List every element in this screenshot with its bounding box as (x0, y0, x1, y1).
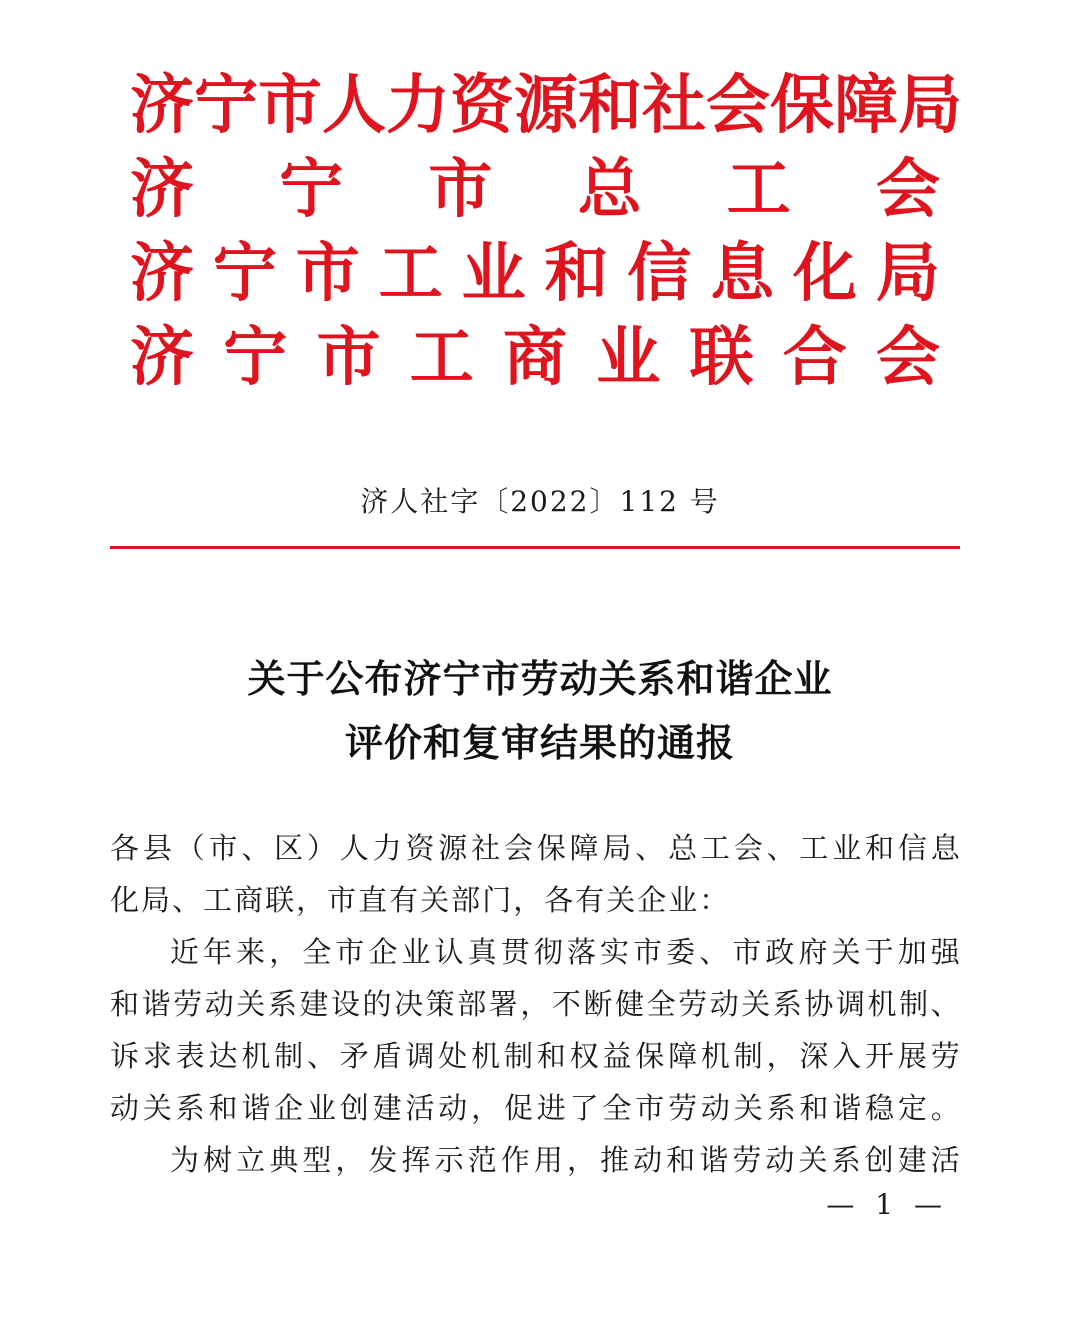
body-character: 动 (633, 1143, 663, 1177)
org-character: 宁 (212, 236, 277, 311)
body-character: 彻 (533, 935, 563, 969)
body-character: 型 (302, 1143, 332, 1177)
body-character: 立 (236, 1143, 266, 1177)
body-character: 于 (864, 935, 894, 969)
document-title-line-1: 关于公布济宁市劳动关系和谐企业 (247, 657, 833, 701)
body-character: 、 (699, 935, 729, 969)
body-character: 关 (741, 987, 771, 1021)
body-character: 、 (766, 831, 796, 865)
body-character: ， (269, 935, 299, 969)
document-number: 济人社字〔2022〕112 号 (360, 485, 720, 518)
body-character: 活 (405, 1091, 435, 1125)
body-character: 息 (930, 831, 960, 865)
org-character: 化 (793, 236, 857, 311)
body-character: 府 (798, 935, 828, 969)
body-character: 源 (438, 831, 468, 865)
body-character: 关 (606, 883, 638, 917)
body-character: 策 (425, 987, 455, 1021)
body-character: 动 (438, 1091, 468, 1125)
body-character: 诉 (110, 1039, 140, 1073)
org-character: 工 (378, 236, 443, 311)
org-character: 总 (577, 152, 642, 227)
body-character: 贯 (500, 935, 530, 969)
body-character: 、 (172, 883, 204, 917)
issuing-organizations (130, 64, 962, 400)
body-character: 业 (832, 831, 862, 865)
body-character: 开 (865, 1039, 895, 1073)
body-character: 关 (236, 987, 266, 1021)
page-number: — 1 — (826, 1188, 948, 1221)
org-character: 市 (428, 152, 493, 227)
body-character: 求 (142, 1039, 172, 1073)
body-character: 活 (930, 1143, 960, 1177)
body-character: 创 (339, 1091, 369, 1125)
org-line-industry (130, 232, 940, 316)
body-character: 障 (569, 831, 599, 865)
body-character: 工 (203, 883, 235, 917)
org-character: 人 (322, 68, 386, 143)
body-character: ， (335, 1143, 365, 1177)
document-title-line-2: 评价和复审结果的通报 (344, 721, 735, 765)
body-character: 和 (865, 831, 895, 865)
body-character: 劳 (668, 1091, 698, 1125)
body-character: 调 (405, 1039, 435, 1073)
org-character: 市 (316, 320, 381, 395)
body-line (110, 926, 960, 978)
body-character: 劳 (173, 987, 203, 1021)
body-character: 推 (600, 1143, 630, 1177)
body-character: 近 (170, 935, 200, 969)
body-character: 调 (835, 987, 865, 1021)
body-character: 机 (471, 1039, 501, 1073)
body-character: 市 (732, 935, 762, 969)
body-character: 典 (269, 1143, 299, 1177)
org-character: 会 (875, 152, 940, 227)
body-character: ， (513, 883, 545, 917)
body-character: 入 (832, 1039, 862, 1073)
org-character: 信 (627, 236, 692, 311)
body-character: 工 (700, 831, 730, 865)
body-character: 、 (930, 987, 960, 1021)
body-character: 商 (234, 883, 266, 917)
body-character: 处 (438, 1039, 468, 1073)
body-character: 业 (668, 883, 700, 917)
body-character: 促 (503, 1091, 533, 1125)
body-character: 、 (635, 831, 665, 865)
body-character: 。 (930, 1091, 960, 1125)
org-character: 资 (450, 68, 514, 143)
org-character: 联 (689, 320, 754, 395)
body-character: 决 (394, 987, 424, 1021)
org-character: 宁 (279, 152, 344, 227)
body-character: 局 (602, 831, 632, 865)
body-character: 协 (804, 987, 834, 1021)
body-character: 联 (265, 883, 297, 917)
body-character: 谐 (241, 1091, 271, 1125)
body-character: 全 (302, 935, 332, 969)
body-character: 会 (733, 831, 763, 865)
body-character: 谐 (141, 987, 171, 1021)
body-character: 全 (646, 987, 676, 1021)
body-character: ： (699, 883, 731, 917)
body-character: 企 (637, 883, 669, 917)
body-character: 市 (633, 935, 663, 969)
body-character: 保 (536, 831, 566, 865)
body-character: 系 (831, 1143, 861, 1177)
body-character: 社 (471, 831, 501, 865)
body-character: ， (296, 883, 328, 917)
body-character: 盾 (372, 1039, 402, 1073)
body-character: 和 (208, 1091, 238, 1125)
body-character: 企 (368, 935, 398, 969)
body-character: （ (175, 831, 205, 865)
body-character: 和 (536, 1039, 566, 1073)
body-character: 系 (772, 987, 802, 1021)
body-character: 了 (569, 1091, 599, 1125)
body-character: 市 (635, 1091, 665, 1125)
body-character: ， (520, 987, 550, 1021)
body-character: 关 (420, 883, 452, 917)
body-character: 示 (434, 1143, 464, 1177)
body-line (110, 822, 960, 874)
body-character: 用 (533, 1143, 563, 1177)
body-character: 系 (766, 1091, 796, 1125)
body-character: 权 (569, 1039, 599, 1073)
body-character: 保 (635, 1039, 665, 1073)
body-character: 制 (899, 987, 929, 1021)
body-character: 认 (434, 935, 464, 969)
body-character: 关 (798, 1143, 828, 1177)
org-character: 力 (386, 68, 450, 143)
org-line-union (130, 148, 940, 232)
body-character: 障 (668, 1039, 698, 1073)
org-character: 济 (130, 236, 194, 311)
body-character: 市 (327, 883, 359, 917)
body-character: 益 (602, 1039, 632, 1073)
org-character: 息 (710, 236, 775, 311)
body-character: 局 (141, 883, 173, 917)
org-character: 宁 (194, 68, 258, 143)
body-line (110, 874, 960, 926)
body-character: 劳 (732, 1143, 762, 1177)
body-character: 机 (700, 1039, 730, 1073)
body-character: 稳 (865, 1091, 895, 1125)
body-character: 断 (583, 987, 613, 1021)
body-character: 系 (267, 987, 297, 1021)
org-character: 会 (706, 68, 770, 143)
body-line (110, 1030, 960, 1082)
body-character: 系 (175, 1091, 205, 1125)
body-character: ， (766, 1039, 796, 1073)
org-character: 济 (130, 152, 194, 227)
body-character: 机 (867, 987, 897, 1021)
body-character: 定 (897, 1091, 927, 1125)
org-character: 宁 (223, 320, 288, 395)
org-character: 市 (258, 68, 322, 143)
body-character: 区 (274, 831, 304, 865)
body-character: 表 (175, 1039, 205, 1073)
body-character: 和 (666, 1143, 696, 1177)
body-character: 作 (500, 1143, 530, 1177)
org-character: 源 (514, 68, 578, 143)
body-character: 的 (362, 987, 392, 1021)
body-character: 动 (765, 1143, 795, 1177)
org-character: 工 (726, 152, 791, 227)
body-character: 、 (306, 1039, 336, 1073)
body-character: 和 (110, 987, 140, 1021)
body-character: 全 (602, 1091, 632, 1125)
body-character: 人 (339, 831, 369, 865)
body-character: 企 (274, 1091, 304, 1125)
body-character: 各 (110, 831, 140, 865)
body-character: 加 (897, 935, 927, 969)
body-line (110, 1082, 960, 1134)
body-character: 有 (575, 883, 607, 917)
org-character: 保 (770, 68, 834, 143)
body-character: 关 (831, 935, 861, 969)
body-character: 劳 (930, 1039, 960, 1073)
body-character: 范 (467, 1143, 497, 1177)
body-character: 动 (700, 1091, 730, 1125)
body-character: 部 (451, 883, 483, 917)
org-character: 会 (876, 320, 940, 395)
body-character: 建 (897, 1143, 927, 1177)
body-character: 动 (204, 987, 234, 1021)
body-character: 政 (765, 935, 795, 969)
body-character: 县 (142, 831, 172, 865)
body-character: 建 (372, 1091, 402, 1125)
body-character: 动 (110, 1091, 140, 1125)
body-character: 达 (208, 1039, 238, 1073)
org-character: 济 (130, 68, 194, 143)
body-character: 和 (799, 1091, 829, 1125)
body-character: 力 (372, 831, 402, 865)
body-character: 各 (544, 883, 576, 917)
body-character: 真 (467, 935, 497, 969)
body-character: 委 (666, 935, 696, 969)
body-character: 署 (488, 987, 518, 1021)
body-character: 直 (358, 883, 390, 917)
body-character: 信 (897, 831, 927, 865)
body-character: 实 (600, 935, 630, 969)
body-character: 来 (236, 935, 266, 969)
document-body (110, 822, 960, 1186)
org-character: 和 (544, 236, 609, 311)
body-character: 业 (401, 935, 431, 969)
org-character: 业 (461, 236, 526, 311)
org-character: 工 (409, 320, 474, 395)
body-character: 制 (503, 1039, 533, 1073)
body-character: 总 (668, 831, 698, 865)
body-character: ， (471, 1091, 501, 1125)
body-character: 关 (733, 1091, 763, 1125)
body-character: 发 (368, 1143, 398, 1177)
org-character: 济 (130, 320, 194, 395)
body-character: 树 (203, 1143, 233, 1177)
body-character: 为 (170, 1143, 200, 1177)
body-character: 健 (615, 987, 645, 1021)
org-line-hrss (130, 64, 962, 148)
org-character: 局 (898, 68, 962, 143)
body-character: 动 (709, 987, 739, 1021)
body-character: 谐 (832, 1091, 862, 1125)
body-character: 建 (299, 987, 329, 1021)
body-character: 创 (864, 1143, 894, 1177)
body-character: 门 (482, 883, 514, 917)
body-line (110, 978, 960, 1030)
body-character: 资 (405, 831, 435, 865)
body-character: 设 (330, 987, 360, 1021)
body-character: 矛 (339, 1039, 369, 1073)
body-character: 工 (799, 831, 829, 865)
body-character: 、 (241, 831, 271, 865)
org-line-commerce (130, 316, 940, 400)
org-character: 业 (596, 320, 661, 395)
body-character: 市 (335, 935, 365, 969)
body-character: 会 (503, 831, 533, 865)
body-character: 展 (897, 1039, 927, 1073)
body-character: 机 (241, 1039, 271, 1073)
body-character: 年 (203, 935, 233, 969)
body-character: 挥 (401, 1143, 431, 1177)
org-character: 障 (834, 68, 898, 143)
body-character: 部 (457, 987, 487, 1021)
body-character: 关 (142, 1091, 172, 1125)
body-character: 劳 (678, 987, 708, 1021)
body-character: 市 (208, 831, 238, 865)
body-character: 落 (566, 935, 596, 969)
body-character: 强 (930, 935, 960, 969)
body-character: ） (306, 831, 336, 865)
body-character: ， (566, 1143, 596, 1177)
body-character: 化 (110, 883, 142, 917)
body-character: 业 (306, 1091, 336, 1125)
body-character: 进 (536, 1091, 566, 1125)
body-character: 不 (551, 987, 581, 1021)
org-character: 商 (503, 320, 567, 395)
org-character: 合 (782, 320, 847, 395)
body-character: 制 (733, 1039, 763, 1073)
body-character: 深 (799, 1039, 829, 1073)
org-character: 和 (578, 68, 642, 143)
org-character: 市 (295, 236, 360, 311)
org-character: 局 (875, 236, 940, 311)
body-character: 制 (274, 1039, 304, 1073)
red-separator-line (110, 546, 960, 549)
body-line (110, 1134, 960, 1186)
body-character: 有 (389, 883, 421, 917)
org-character: 社 (642, 68, 706, 143)
body-character: 谐 (699, 1143, 729, 1177)
